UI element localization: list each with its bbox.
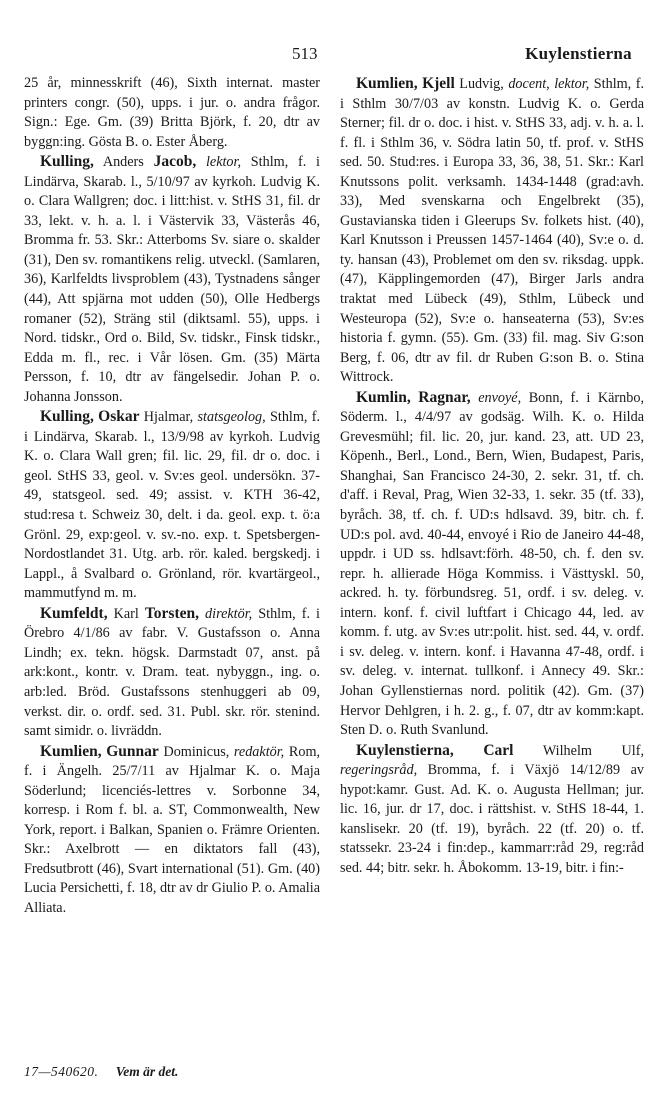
entry-body: Bonn, f. i Kärnbo, Söderm. l., 4/4/97 av godsäg. Wilh. K. o. Hilda Grevesmühl; fil. lic. 20, jur. kand. 23, att. UD 23, Köpenh., Berl., Lond., Bern, Wien, Budapest, Paris, Shanghai, San Francisco 24-30, 2. sekr. 31, tf. ch. d'aff. i Reval, Prag, Wien 32-33, 1. sekr. 35 (tf. 33), byråch. 38, tf. ch. f. UD:s hdlsavd. 39, bitr. ch. f. UD:s pol. avd. 40-44, envoyé i Rio de Janeiro 44-48, uppdr. i UD ss. hdlsavt:förh. 48-50, ch. f. den sv. repr. h. allierade Höga Kommiss. i Västtyskl. 50, ackred. h. ty. förbundsreg. 51, ordf. i sv. deleg. v. intern. konf. f. civil luftfart i Chicago 44, led. av komm. f. utg. av Sv:es utr:polit. hist. sed. 44, v. ordf. i sv. deleg. v. intern. konf. i Havanna 47-48, ordf. i sv. deleg. v. internat. tullkonf. i Annecy 49. Skr.: Johan Gyllenstiernas nord. politik (42). Gm. (37) Hervor Dehlgren, i h. 2. g., f. 07, dtr av komm:kapt. Sten D. o. Ruth Svanlund. [340, 389, 644, 739]
entry-title: envoyé, [470, 389, 522, 406]
entry-call-name: Jacob, [153, 153, 197, 171]
entry-body: Rom, f. i Ängelh. 25/7/11 av Hjalmar K. o. Maja Söderlund; licenciés-lettres v. Sorbonne 34, korresp. i Rom f. bl. a. ST, Commonwealth, New York, report. i Balkan, Spanien o. Främre Orienten. Skr.: Axelbrott — en diktators fall (43), Fredsutbrott (46), Svart international (51). Gm. (40) Lucia Persichetti, f. 18, dtr av dr Giulio P. o. Amalia Alliata. [24, 743, 321, 916]
right-column [340, 74, 644, 878]
entry-body: Sthlm, f. i Sthlm 30/7/03 av konstn. Ludvig K. o. Gerda Sterner; fil. dr o. doc. i hist. v. StHS 33, adj. v. h. a. l. f. fl. i Sthlm 36, v. Södra latin 50, tf. prof. v. StHS sed. 50. Stud:res. i Europa 33, 36, 38, 51. Skr.: Karl Knutssons polit. verksamh. 1434-1448 (grad:avh. 33), Med svenskarna och Engelbrekt (35), Gustavianska tiden i Gleerups Sv. folkets hist. (40), Karl Knutsson i Preussen 1457-1464 (40), Sv:e o. d. ty. hansan (43), Problemet om den sv. riksdag. uppk. (47), Käpplingemorden (47), Birger Jarls andra traktat med Lübeck (49), Sthlm, Lübeck und Westeuropa (52), Sv:e o. hanseaterna (53), Sv:es historia f. gymn. (55). Gm. (33) fil. mag. Siv G:son Berg, f. 06, dtr av fil. dr Ruben G:son B. o. Stina Wittrock. [340, 76, 644, 386]
entry-title: statsgeolog, [193, 409, 266, 426]
entry-title: direktör, [199, 605, 253, 622]
entry-surname: Kumfeldt, [40, 604, 108, 622]
page-header [0, 44, 672, 68]
entry-title: lektor, [196, 154, 242, 171]
entry-call-name: Gunnar [106, 742, 159, 760]
entry-surname: Kulling, [40, 408, 94, 426]
entry-call-name: Oskar [98, 408, 140, 426]
entry-given-name-rest: Hjalmar, [139, 409, 194, 426]
entry-kulling-oskar [24, 407, 320, 603]
entry-kumlien-kjell [340, 74, 644, 388]
entry-body: Sthlm, f. i Örebro 4/1/86 av fabr. V. Gustafsson o. Anna Lindh; ex. tekn. högsk. Darmstadt 07, anst. på ark:kont., kontr. v. Dram. teat. nybyggn., ing. o. arb:led. Bröd. Gustafssons stenhuggeri ab 09, verkst. dir. o. ordf. sed. 31. Publ. skr. rör. stenind. samt simidr. o. livräddn. [24, 605, 320, 740]
footer-book-title: Vem är det. [115, 1064, 179, 1079]
entry-body: 25 år, minnesskrift (46), Sixth internat. master printers congr. (50), upps. i jur. o. andra frågor. Sign.: Ege. Gm. (39) Britta Björk, f. 20, dtr av byggn:ing. Gösta B. o. Ester Åberg. [24, 75, 320, 150]
entry-surname: Kumlien, [40, 742, 102, 760]
entry-surname: Kulling, [40, 153, 94, 171]
entry-body: Sthlm, f. i Lindärva, Skarab. l., 13/9/98 av kyrkoh. Ludvig K. o. Clara Wall gren; fil. lic. 29, fil. dr o. doc. i geol. StHS 33, geol. v. Sv:es geol. undersökn. 37-49, statsgeol. sed. 49; assist. v. KTH 36-42, stud:resa t. Schweiz 30, delt. i da. geol. exp. t. ö:a Grönl. 29, exp:geol. v. sv.-no. exp. t. Spetsbergen-Nordostlandet 31. Utg. arb. rör. kaled. bergskedj. i Lappl., å Svalbard o. Grönland, rör. kvartärgeol., mammutfynd m. m. [24, 409, 320, 602]
entry-given-name-rest: Dominicus, [158, 743, 230, 760]
entry-given-name-rest: Wilhelm Ulf, [513, 742, 644, 759]
entry-title: regeringsråd, [340, 762, 418, 779]
entry-kuylenstierna-carl [340, 741, 644, 879]
entry-call-name: Ragnar, [418, 388, 471, 406]
entry-call-name: Carl [483, 741, 514, 759]
entry-surname: Kumlin, [356, 388, 411, 406]
running-head: Kuylenstierna [525, 44, 632, 63]
entry-body: Sthlm, f. i Lindärva, Skarab. l., 5/10/97 av kyrkoh. Ludvig K. o. Clara Wallgren; doc. i litt:hist. v. StHS 31, fil. dr 33, lekt. v. h. a. l. i Västervik 33, Västerås 46, Bromma fr. 53. Skr.: Atterboms Sv. siare o. skalder (31), Den sv. romantikens relig. utveckl. (Samlaren, 36), Karlfeldts livsproblem (43), Tystnadens sånger (44), Att spjärna mot udden (50), Olle Hedbergs romaner (52), Sträng stil (diktsaml. 55), upps. i Nord. tidskr., Ord o. Bild, Sv. tidskr., Finsk tidskr., Edda m. fl., rec. i Vår lösen. Gm. (35) Märta Persson, f. 10, dtr av fängelsedir. Johan P. o. Johanna Jonsson. [24, 154, 320, 405]
entry-kumlien-gunnar [24, 742, 320, 919]
left-column [24, 74, 320, 919]
entry-surname: Kuylenstierna, [356, 741, 454, 759]
entry-kulling-jacob [24, 152, 320, 407]
entry-kumlin-ragnar [340, 388, 644, 741]
entry-title: docent, lektor, [503, 76, 590, 92]
page-number: 513 [292, 44, 318, 63]
entry-given-name [454, 743, 484, 759]
entry-body: Bromma, f. i Växjö 14/12/89 av hypot:kamr. Gust. Ad. K. o. Augusta Hellman; jur. lic. 16, jur. dr 17, doc. i rättshist. v. StHS 18-44, 1. kanslisekr. 20 (tf. 19), byråch. 22 (tf. 20) o. tf. statssekr. 23-24 i fin:dep., kammarr:råd 29, reg:råd sed. 44; bitr. sekr. h. Åbokomm. 13-19, bitr. i fin:- [340, 762, 644, 876]
printer-signature: 17—540620. [24, 1064, 99, 1079]
entry-given-name: Karl [107, 605, 145, 622]
entry-given-name: Anders [93, 154, 154, 171]
entry-call-name: Torsten, [144, 604, 200, 622]
entry-call-name: Kjell [422, 75, 455, 92]
entry-given-name-rest: Ludvig, [454, 76, 504, 92]
entry-kumfeldt-torsten [24, 604, 320, 742]
entry-surname: Kumlien, [356, 75, 418, 92]
page-footer [24, 1064, 178, 1080]
entry-title: redaktör, [229, 743, 285, 760]
entry-continuation [24, 74, 320, 152]
